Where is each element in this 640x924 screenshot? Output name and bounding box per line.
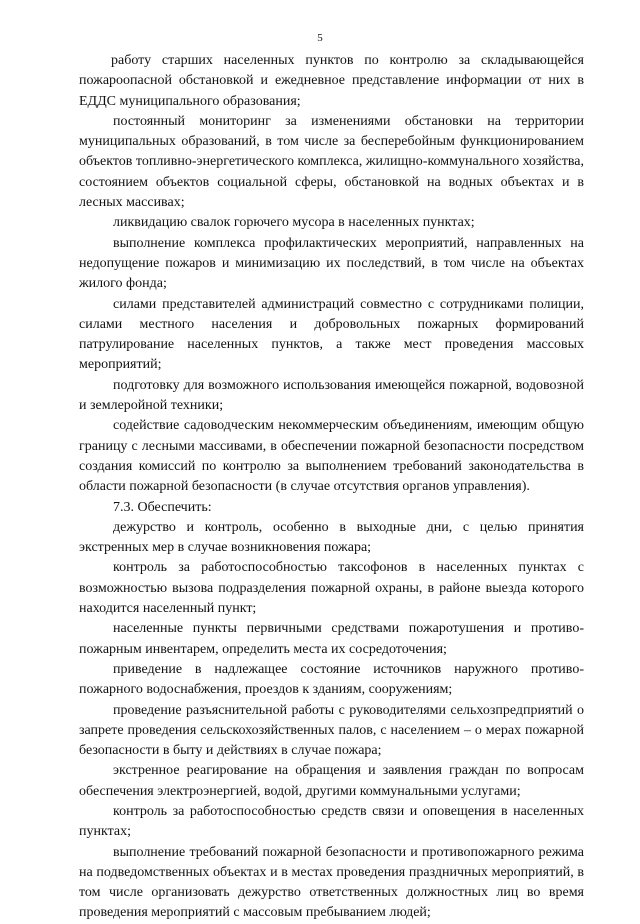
paragraph-patrol: силами представителей администраций совместно с сотрудниками полиции, силами местного населения и добровольных пожарных формирований патрулирование населенных пунктов, а также мест проведения массовых мероприятий; [79, 296, 584, 373]
page-number: 5 [317, 32, 323, 44]
paragraph-extinguishing-means: населенные пункты первичными средствами пожаротушения и противопожарным инвентарем, определить места их сосредоточения; [79, 621, 584, 657]
paragraph-payphones: контроль за работоспособностью таксофонов в населенных пунктах с возможностью вызова подразделения пожарной охраны, в районе выезда которого находится населенный пункт; [79, 560, 584, 617]
paragraph-gardening-associations: содействие садоводческим некоммерческим объединениям, имеющим общую границу с лесными массивами, в обеспечении пожарной безопасности посредством создания комиссий по контролю за выполнением требований законодательства в области пожарной безопасности (в случае отсутствия органов управления). [79, 418, 584, 495]
paragraph-duty: дежурство и контроль, особенно в выходные дни, с целью принятия экстренных мер в случае возникновения пожара; [79, 519, 584, 556]
paragraph-prevention: выполнение комплекса профилактических мероприятий, направленных на недопущение пожаров и минимизацию их последствий, в том числе на объектах жилого фонда; [79, 235, 584, 292]
paragraph-monitoring: постоянный мониторинг за изменениями обстановки на территории муниципальных образований, в том числе за бесперебойным функционированием объектов топливно-энергетического комплекса, жилищно-коммунального хозяйства, состоянием объектов социальной сферы, обстановкой на водных объектах и в лесных массивах; [79, 113, 584, 211]
paragraph-fire-regime: выполнение требований пожарной безопасности и противопожарного режима на подведомственных объектах и в местах проведения праздничных мероприятий, в том числе организовать дежурство ответственных должностных лиц во время проведения мероприятий с массовым пребыванием людей; [79, 844, 584, 921]
paragraph-equipment: подготовку для возможного использования имеющейся пожарной, водовозной и землеройной техники; [79, 377, 584, 414]
section-heading-7-3: 7.3. Обеспечить: [113, 499, 212, 515]
document-body [79, 51, 584, 924]
paragraph-waste-removal: ликвидацию свалок горючего мусора в населенных пунктах; [113, 215, 475, 231]
paragraph-communications: контроль за работоспособностью средств связи и оповещения в населенных пунктах; [79, 803, 584, 840]
paragraph-water-supply: приведение в надлежащее состояние источников наружного противопожарного водоснабжения, проездов к зданиям, сооружениям; [79, 661, 584, 698]
paragraph-continuation: работу старших населенных пунктов по контролю за складывающейся пожароопасной обстановкой и ежедневное представление информации от них в ЕДДС муниципального образования; [79, 53, 584, 109]
paragraph-response: экстренное реагирование на обращения и заявления граждан по вопросам обеспечения электроэнергией, водой, другими коммунальными услугами; [79, 763, 584, 799]
paragraph-outreach: проведение разъяснительной работы с руководителями сельхозпредприятий о запрете проведения сельскохозяйственных палов, с населением – о мерах пожарной безопасности в быту и действиях в случае пожара; [79, 702, 584, 759]
